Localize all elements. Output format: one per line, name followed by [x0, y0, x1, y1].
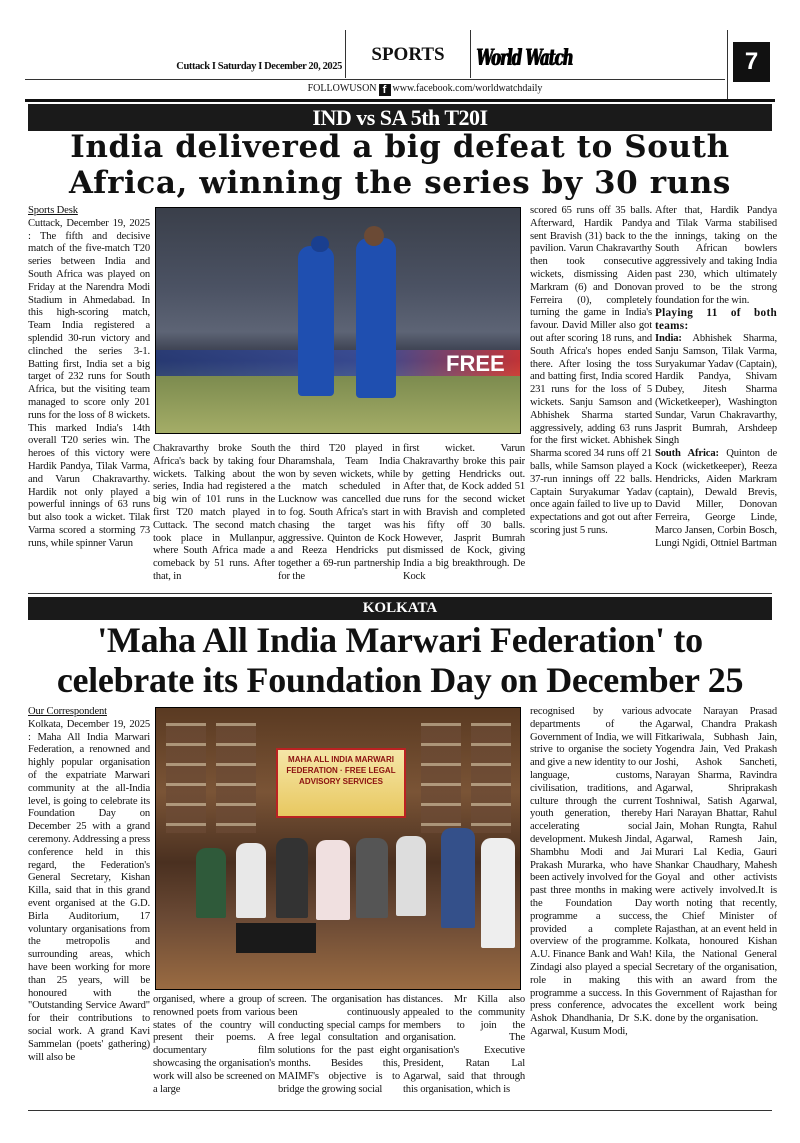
- article2-column-4: distances. Mr Killa also appealed to the community members to join the organisation. The organisation's Executive President, Ratan Lal Agarwal, said that through this organisation, which is: [403, 994, 525, 1095]
- player-figure: [298, 246, 334, 396]
- article1-column-5: scored 65 runs off 35 balls. Afterward, Hardik Pandya sent Bravish (31) back to the pavilion. Varun Chakravarthy then took consecutive wickets, dismissing Aiden Markram (6) and Donovan Ferreira (0), completely turning the game in India's favour. David Miller also got out after scoring 18 runs, and South Africa's hopes ended there. After losing the toss and batting first, India scored 231 runs for the loss of 5 wickets. Sanju Samson and Abhishek Sharma started aggressively, adding 63 runs for the first wicket. Abhishek Sharma scored 34 runs off 21 balls, while Samson played a 37-run innings off 22 balls. Captain Suryakumar Yadav once again failed to live up to expectations and got out after scoring just 5 runs.: [530, 205, 652, 536]
- article2-column-6: advocate Narayan Prasad Agarwal, Chandra Prakash Fitkariwala, Subhash Jain, Yogendra Jain, Ved Prakash Joshi, Ashok Sancheti, Narayan Sharma, Ravindra Agarwal, Shriprakash Toshniwal, Satish Agarwal, Hari Narayan Bhattar, Rahul Jain, Mohan Rungta, Rahul Agarwal, Ramesh Jain, Murari Lal Kedia, Gauri Shankar Chaudhary, Mahesh Goyal and other activists were actively involved.It is worth noting that recently, the Chief Minister of Rajasthan, at an event held in Kolkata, honoured Kishan Kila, the National General Secretary of the organisation, with an award from the Government of Rajasthan for the excellent work being done by the organisation.: [655, 706, 777, 1025]
- player-cap: [311, 236, 329, 252]
- article1-text: After that, Hardik Pandya and Tilak Varma stabilised the innings, taking on the South African bowlers aggressively and taking India past 230, which ultimately proved to be the strong foundation for the win.: [655, 205, 777, 306]
- person-figure: [276, 838, 308, 918]
- follow-us-line: [200, 83, 650, 96]
- article1-column-4: first wicket. Varun Chakravarthy broke this pair by getting Hendricks out. After that, de Kock added 51 runs for the second wicket with Bravish and completed his fifty off 30 balls. However, Jasprit Bumrah dismissed de Kock, giving India a big breakthrough. De Kock: [403, 443, 525, 582]
- cricket-players-photo: [155, 207, 521, 434]
- section-title: SPORTS: [371, 44, 445, 65]
- person-figure: [396, 836, 426, 916]
- advert-text: FREE: [446, 351, 505, 376]
- follow-label: FOLLOWUSON: [307, 83, 377, 94]
- article1-column-3: the third T20 played in Dharamshala, Team India won by seven wickets, while the match scheduled in Lucknow was cancelled due to fog. South Africa's start in chasing the target was aggressive. Quinton de Kock and Reeza Hendricks put together a 69-run partnership for the: [278, 443, 400, 582]
- india-players: Abhishek Sharma, Sanju Samson, Tilak Varma, Suryakumar Yadav (Captain), Hardik Pandya, Shivam Dubey, Jitesh Sharma (Wicketkeeper), Washington Sundar, Varun Chakravarthy, Jasprit Bumrah, Arshdeep Singh: [655, 332, 777, 447]
- person-figure: [236, 843, 266, 918]
- person-figure: [316, 840, 350, 920]
- facebook-icon: f: [379, 84, 391, 96]
- article1-headline-line1: India delivered a big defeat to South: [70, 129, 730, 165]
- article2-kicker: KOLKATA: [28, 597, 772, 620]
- coffee-table: [236, 923, 316, 953]
- article1-kicker: IND vs SA 5th T20I: [28, 104, 772, 131]
- masthead-divider: [727, 30, 728, 100]
- article2-column-5: recognised by various departments of the Government of India, we will strive to organise the society and give a new identity to our language, customs, civilisation, traditions, and culture through the current youth generation, thereby accelerating social development. Mukesh Jindal, Shambhu Modi and Jai Prakash Murarka, who have been actively involved for the past three months in making the Foundation Day programme a success, provided a complete overview of the programme. A.U. Finance Bank and Wah! Zindagi also played a special role in making this programme a success. In this press conference, advocates Ashok Dhandhania, Dr S.K. Agarwal, Kusum Modi,: [530, 706, 652, 1037]
- article2-column-2: organised, where a group of renowned poets from various states of the country will present their poems. A documentary film showcasing the organisation's work will also be screened on a large: [153, 994, 275, 1095]
- south-africa-label: South Africa:: [655, 448, 719, 460]
- article2-headline-line2: celebrate its Foundation Day on December 25: [56, 660, 744, 700]
- article2-headline-line1: 'Maha All India Marwari Federation' to: [97, 620, 703, 660]
- person-figure: [441, 828, 475, 928]
- india-label: India:: [655, 332, 682, 344]
- player-head: [364, 226, 384, 246]
- header-thick-rule: [25, 99, 775, 102]
- masthead-divider: [470, 30, 471, 78]
- article1-column-1: [28, 205, 150, 590]
- press-conference-photo: [155, 707, 521, 990]
- facebook-url[interactable]: www.facebook.com/worldwatchdaily: [392, 83, 543, 94]
- person-figure: [481, 838, 515, 948]
- masthead-divider: [345, 30, 346, 78]
- article2-text: Kolkata, December 19, 2025 : Maha All India Marwari Federation, a renowned and highly popular organisation of the expatriate Marwari community at the all-India level, is going to celebrate its Foundation Day on December 25 with a grand ceremony. Addressing a press conference held in this regard, the Federation's General Secretary, Kishan Killa, said that in this grand event organised at the G.D. Birla Auditorium, 17 voluntary organisations from the metropolis and surrounding areas, which have been working for more than 25 years, will be honoured with the "Outstanding Service Award" for their contributions to social work. A grand Kavi Sammelan (poets' gathering) will also be: [28, 718, 150, 1063]
- page-bottom-rule: [28, 1110, 772, 1111]
- article1-column-2: Chakravarthy broke South Africa's back by taking four wickets. Talking about the series, India had registered a big win of 101 runs in the first T20 match played in Cuttack. The second match took place in Mullanpur, where South Africa made a comeback by 51 runs. After that, in: [153, 443, 275, 582]
- page-number: 7: [733, 42, 770, 82]
- header-rule: [25, 79, 725, 80]
- person-figure: [356, 838, 388, 918]
- dateline: Cuttack I Saturday I December 20, 2025: [176, 61, 342, 72]
- bookshelf: [166, 723, 206, 833]
- article1-text: Cuttack, December 19, 2025 : The fifth and decisive match of the five-match T20 series between India and South Africa was played on Friday at the Narendra Modi Stadium in Ahmedabad. In this high-scoring match, Team India registered a splendid 30-run victory and clinched the series 3-1. Batting first, India set a big target of 232 runs for South Africa, but the visiting team managed to score only 201 runs for the loss of 8 wickets. This marked India's 14th overall T20 series win. The heroes of this victory were Hardik Pandya, Tilak Varma, and Varun Chakravarthy. Hardik not only played a powerful innings of 63 runs but also took a wicket. Tilak Varma scored a storming 73 runs, while spinner Varun: [28, 217, 150, 549]
- federation-banner: MAHA ALL INDIA MARWARI FEDERATION · FREE LEGAL ADVISORY SERVICES: [276, 748, 406, 818]
- world-watch-logo: World Watch: [476, 44, 573, 71]
- player-figure: [356, 238, 396, 398]
- bookshelf: [471, 723, 511, 833]
- playing11-heading: Playing 11 of both teams:: [655, 307, 777, 333]
- bookshelf: [216, 723, 256, 833]
- bookshelf: [421, 723, 461, 833]
- article1-headline-line2: Africa, winning the series by 30 runs: [69, 165, 731, 201]
- person-figure: [196, 848, 226, 918]
- article-divider: [28, 593, 772, 594]
- article2-column-1: [28, 706, 150, 1106]
- article2-byline: Our Correspondent: [28, 706, 107, 717]
- article1-byline: Sports Desk: [28, 205, 78, 216]
- article1-column-6: [655, 205, 777, 591]
- south-africa-players: Quinton de Kock (wicketkeeper), Reeza Hendricks, Aiden Markram (captain), Dewald Brevis, David Miller, Donovan Ferreira, George Linde, Marco Jansen, Corbin Bosch, Lungi Ngidi, Ottniel Bartman: [655, 448, 777, 549]
- article2-column-3: screen. The organisation has been continuously conducting special camps for free legal consultation and solutions for the past eight months. Besides this, MAIMF's objective is to bridge the growing social: [278, 994, 400, 1095]
